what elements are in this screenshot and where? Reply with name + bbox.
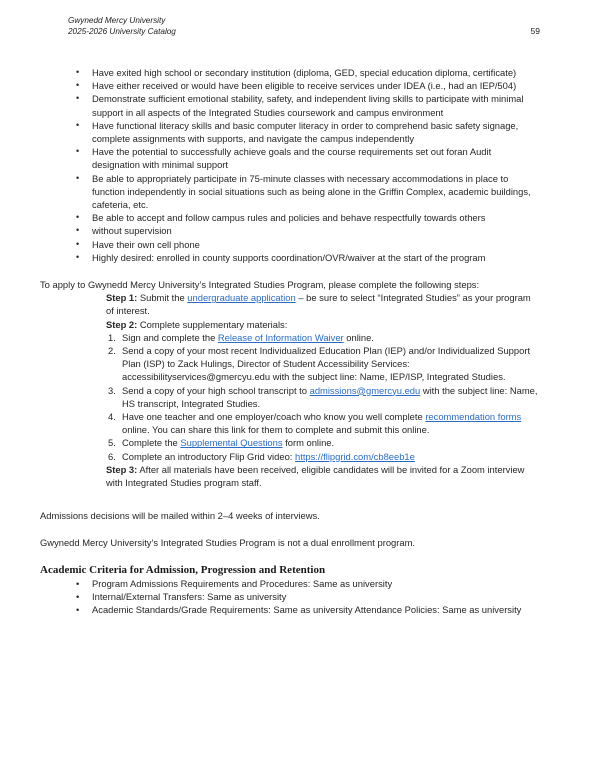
list-item bbox=[108, 450, 540, 463]
step-2 bbox=[106, 318, 540, 331]
list-item: • Have their own cell phone bbox=[92, 238, 540, 251]
list-item: • Highly desired: enrolled in county supports coordination/OVR/waiver at the start of the program bbox=[92, 251, 540, 264]
item-text: Sign and complete the bbox=[122, 331, 218, 343]
step-3-label: Step 3: bbox=[106, 463, 138, 475]
item-number: 5. bbox=[108, 437, 116, 449]
list-item: • Have either received or would have been eligible to receive services under IDEA (i.e., had an IEP/504) bbox=[92, 79, 540, 92]
step-3 bbox=[106, 463, 540, 489]
list-item: • Have exited high school or secondary institution (diploma, GED, special education diploma, certificate) bbox=[92, 66, 540, 79]
step-2-text: Complete supplementary materials: bbox=[137, 318, 288, 330]
list-item: • Demonstrate sufficient emotional stability, safety, and independent living skills to participate with minimal support in all aspects of the Integrated Studies coursework and campus environment bbox=[92, 92, 540, 118]
list-item bbox=[108, 331, 540, 344]
page-header bbox=[68, 15, 540, 37]
recommendation-forms-link[interactable]: recommendation forms bbox=[425, 411, 522, 423]
list-item: • Academic Standards/Grade Requirements: Same as university Attendance Policies: Same as university bbox=[92, 603, 540, 616]
item-text-tail: online. You can share this link for them to complete and submit this online. bbox=[122, 424, 430, 436]
page-number: 59 bbox=[530, 26, 540, 36]
list-item: • Be able to appropriately participate in 75-minute classes with necessary accommodations in place to function independently in social situations such as being alone in the Griffin Complex, academic buildings, cafeteria, etc. bbox=[92, 172, 540, 212]
item-text: Complete an introductory Flip Grid video: bbox=[122, 450, 295, 462]
release-waiver-link[interactable]: Release of Information Waiver bbox=[217, 331, 344, 343]
step-2-label: Step 2: bbox=[106, 318, 138, 330]
item-text-tail: form online. bbox=[282, 437, 335, 449]
list-item bbox=[108, 344, 540, 384]
decisions-note: Admissions decisions will be mailed within 2–4 weeks of interviews. bbox=[40, 510, 320, 522]
list-item: • Be able to accept and follow campus rules and policies and behave respectfully towards others bbox=[92, 211, 540, 224]
application-steps bbox=[40, 291, 540, 489]
undergraduate-application-link[interactable]: undergraduate application bbox=[187, 292, 296, 304]
apply-intro: To apply to Gwynedd Mercy University’s Integrated Studies Program, please complete the following steps: bbox=[40, 279, 480, 291]
dual-enrollment-note: Gwynedd Mercy University’s Integrated Studies Program is not a dual enrollment program. bbox=[40, 536, 415, 548]
item-text: Have one teacher and one employer/coach who know you well complete bbox=[122, 411, 426, 423]
header-catalog: 2025-2026 University Catalog bbox=[68, 27, 176, 36]
item-text-tail: online. bbox=[343, 331, 374, 343]
item-text: Send a copy of your most recent Individualized Education Plan (IEP) and/or Individualized Support Plan (ISP) to Zack Hulings, Director of Student Accessibility Services: accessibilityservices@gmercyu.edu with the subject line: Name, IEP/ISP, Integrated Studies. bbox=[122, 345, 531, 383]
admissions-email-link[interactable]: admissions@gmercyu.edu bbox=[309, 384, 421, 396]
list-item: • Have functional literacy skills and basic computer literacy in order to comprehend basic safety signage, complete assignments with supports, and navigate the campus independently bbox=[92, 119, 540, 145]
admission-criteria-list bbox=[40, 66, 540, 264]
list-item: • Internal/External Transfers: Same as university bbox=[92, 590, 540, 603]
list-item: • without supervision bbox=[92, 224, 540, 237]
item-number: 4. bbox=[108, 411, 116, 423]
header-university: Gwynedd Mercy University bbox=[68, 16, 166, 25]
item-number: 1. bbox=[108, 331, 116, 343]
step-1 bbox=[106, 291, 540, 317]
academic-criteria-list bbox=[40, 577, 540, 617]
item-text: Send a copy of your high school transcript to bbox=[122, 384, 310, 396]
step-3-text: After all materials have been received, eligible candidates will be invited for a Zoom interview with Integrated Studies program staff. bbox=[106, 463, 525, 489]
page-content bbox=[40, 66, 540, 616]
list-item bbox=[108, 410, 540, 436]
item-text: Complete the bbox=[122, 437, 181, 449]
item-number: 2. bbox=[108, 345, 116, 357]
supplemental-questions-link[interactable]: Supplemental Questions bbox=[180, 437, 283, 449]
step-1-label: Step 1: bbox=[106, 292, 138, 304]
list-item: • Program Admissions Requirements and Procedures: Same as university bbox=[92, 577, 540, 590]
list-item bbox=[108, 436, 540, 449]
list-item bbox=[108, 384, 540, 410]
step-1-text-tail: – be sure to select “Integrated Studies” as your program of interest. bbox=[106, 292, 531, 317]
list-item: • Have the potential to successfully achieve goals and the course requirements set out foran Audit designation with minimal support bbox=[92, 145, 540, 171]
supplementary-materials-list bbox=[106, 331, 540, 463]
step-1-text: Submit the bbox=[137, 292, 188, 304]
item-number: 3. bbox=[108, 384, 116, 396]
flipgrid-link[interactable]: https://flipgrid.com/cb8eeb1e bbox=[295, 450, 415, 462]
item-text-tail: with the subject line: Name, HS transcript, Integrated Studies. bbox=[122, 384, 538, 409]
academic-criteria-heading: Academic Criteria for Admission, Progression and Retention bbox=[40, 563, 326, 576]
item-number: 6. bbox=[108, 450, 116, 462]
